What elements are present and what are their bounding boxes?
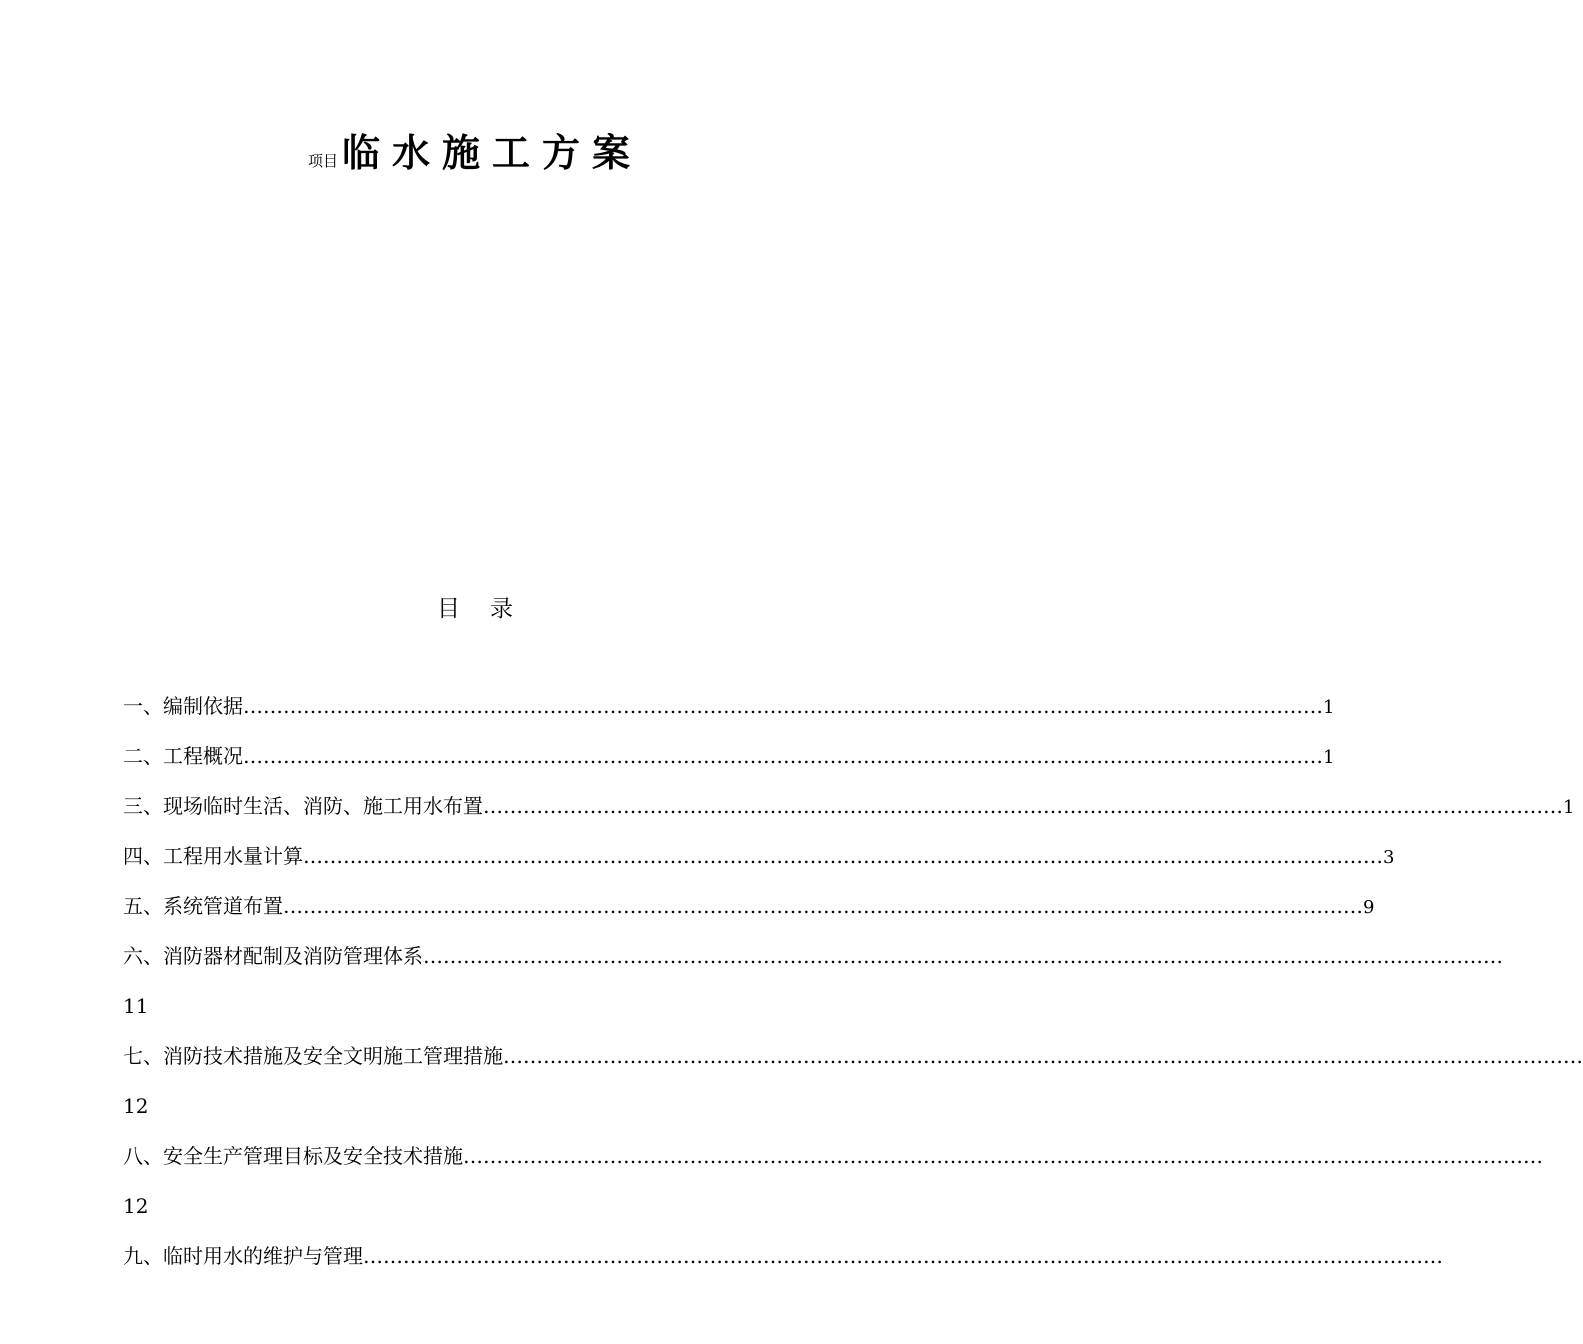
toc-leader-dots: ……………………………………………………………………………………………………………………………………………… (243, 694, 1323, 718)
toc-leader-dots: ……………………………………………………………………………………………………………………………………………… (503, 1044, 1583, 1068)
title-prefix: 项目 (307, 152, 338, 170)
toc-leader-dots: ……………………………………………………………………………………………………………………………………………… (243, 744, 1323, 768)
toc-entry-2[interactable] (123, 738, 1335, 788)
toc-entry-5[interactable] (123, 888, 1375, 938)
toc-entry-3[interactable] (123, 788, 1575, 838)
toc-entry-label: 八、安全生产管理目标及安全技术措施 (123, 1144, 463, 1168)
toc-entry-label: 三、现场临时生活、消防、施工用水布置 (123, 794, 483, 818)
toc-entry-label: 九、临时用水的维护与管理 (123, 1244, 363, 1268)
toc-entry-page: 3 (1383, 847, 1395, 868)
toc-entry-label: 六、消防器材配制及消防管理体系 (123, 944, 423, 968)
toc-entry-6[interactable] (123, 938, 1503, 988)
toc-entry-page-wrapped: 12 (123, 1194, 149, 1218)
document-title (0, 122, 950, 177)
toc-entry-8[interactable] (123, 1138, 1543, 1188)
toc-entry-label: 七、消防技术措施及安全文明施工管理措施 (123, 1044, 503, 1068)
toc-entry-label: 二、工程概况 (123, 744, 243, 768)
toc-leader-dots: ……………………………………………………………………………………………………………………………………………… (283, 894, 1363, 918)
toc-leader-dots: ……………………………………………………………………………………………………………………………………………… (303, 844, 1383, 868)
toc-entry-page: 1 (1563, 797, 1575, 818)
toc-entry-4[interactable] (123, 838, 1395, 888)
toc-entry-7[interactable] (123, 1038, 1583, 1088)
title-main: 临水施工方案 (342, 131, 643, 175)
toc-entry-page: 1 (1323, 697, 1335, 718)
toc-leader-dots: ……………………………………………………………………………………………………………………………………………… (423, 944, 1503, 968)
toc-entry-label: 五、系统管道布置 (123, 894, 283, 918)
toc-entry-page: 1 (1323, 747, 1335, 768)
toc-entry-label: 四、工程用水量计算 (123, 844, 303, 868)
toc-leader-dots: ……………………………………………………………………………………………………………………………………………… (483, 794, 1563, 818)
toc-leader-dots: ……………………………………………………………………………………………………………………………………………… (463, 1144, 1543, 1168)
toc-entry-page-wrapped: 12 (123, 1094, 149, 1118)
toc-leader-dots: ……………………………………………………………………………………………………………………………………………… (363, 1244, 1443, 1268)
table-of-contents (123, 688, 1583, 1288)
toc-entry-page: 9 (1363, 897, 1375, 918)
toc-entry-label: 一、编制依据 (123, 694, 243, 718)
toc-entry-1[interactable] (123, 688, 1335, 738)
toc-entry-page-wrapped: 11 (123, 994, 149, 1018)
toc-heading: 目录 (437, 596, 543, 622)
toc-entry-9[interactable] (123, 1238, 1443, 1288)
